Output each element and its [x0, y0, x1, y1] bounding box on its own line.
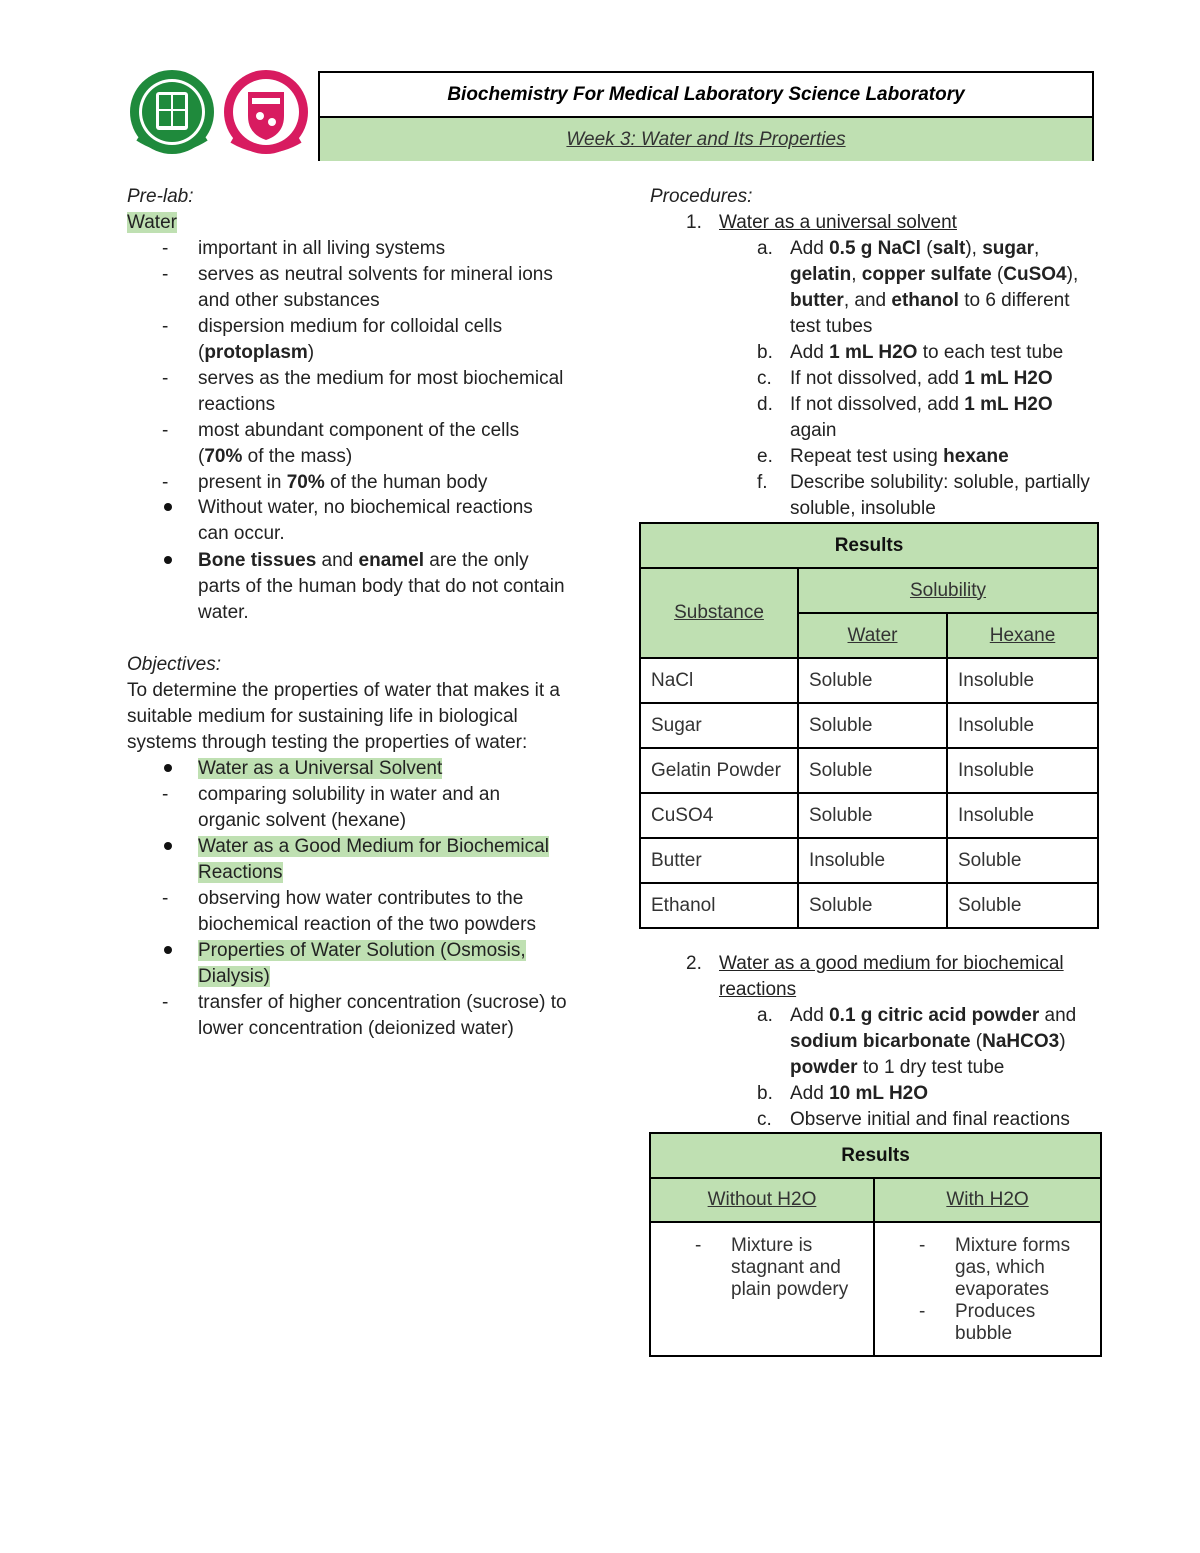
objective-3-cont: Dialysis) — [198, 966, 270, 987]
objective-sub: biochemical reaction of the two powders — [198, 914, 536, 935]
bullet-icon — [164, 842, 172, 850]
procedure-step-cont: soluble, insoluble — [790, 498, 936, 519]
table-row: Butter Insoluble Soluble — [640, 838, 1098, 883]
prelab-topic: Water — [127, 212, 177, 233]
pink-seal-logo — [222, 68, 310, 158]
procedure-2-title-cont: reactions — [719, 979, 797, 1000]
procedure-step: Repeat test using hexane — [790, 446, 1009, 467]
bullet-icon — [164, 556, 172, 564]
procedure-step-cont: sodium bicarbonate (NaHCO3) — [790, 1031, 1066, 1052]
col-with-h2o: With H2O — [874, 1178, 1101, 1222]
prelab-bullet-cont: parts of the human body that do not contain — [198, 576, 565, 597]
procedure-step-cont: gelatin, copper sulfate (CuSO4), — [790, 264, 1079, 285]
bullet-icon — [164, 764, 172, 772]
course-title: Biochemistry For Medical Laboratory Science Laboratory — [320, 73, 1092, 118]
prelab-bullet: Without water, no biochemical reactions — [198, 497, 533, 518]
procedure-step-cont: powder to 1 dry test tube — [790, 1057, 1005, 1078]
procedures-heading: Procedures: — [650, 186, 753, 207]
procedure-step: Add 10 mL H2O — [790, 1083, 929, 1104]
col-substance: Substance — [640, 568, 798, 658]
objective-2-cont: Reactions — [198, 862, 283, 883]
procedure-step-cont: again — [790, 420, 837, 441]
objectives-intro: suitable medium for sustaining life in biological — [127, 706, 518, 727]
bullet-icon — [164, 503, 172, 511]
objective-sub: transfer of higher concentration (sucrose) to — [198, 992, 567, 1013]
col-water: Water — [798, 613, 947, 658]
observation: Mixture forms — [955, 1235, 1071, 1256]
prelab-item: dispersion medium for colloidal cells — [198, 316, 503, 337]
prelab-bullet: Bone tissues and enamel are the only — [198, 550, 529, 571]
table-row: CuSO4 Soluble Insoluble — [640, 793, 1098, 838]
observation: Mixture is — [731, 1235, 813, 1256]
prelab-item: important in all living systems — [198, 238, 446, 259]
solubility-results-table — [639, 522, 1099, 929]
prelab-heading: Pre-lab: — [127, 186, 194, 207]
objectives-intro: systems through testing the properties of water: — [127, 732, 528, 753]
procedure-step: Describe solubility: soluble, partially — [790, 472, 1090, 493]
table-row: Gelatin Powder Soluble Insoluble — [640, 748, 1098, 793]
objectives-intro: To determine the properties of water that makes it a — [127, 680, 560, 701]
objective-sub: observing how water contributes to the — [198, 888, 524, 909]
procedure-step-cont: test tubes — [790, 316, 873, 337]
header-box — [318, 71, 1094, 161]
prelab-bullet-cont: water. — [198, 602, 249, 623]
prelab-bullet-cont: can occur. — [198, 523, 285, 544]
week-title: Week 3: Water and Its Properties — [320, 118, 1092, 161]
objective-sub: comparing solubility in water and an — [198, 784, 501, 805]
procedure-step: If not dissolved, add 1 mL H2O — [790, 368, 1053, 389]
observation-cont: evaporates — [955, 1279, 1050, 1300]
prelab-item-cont: and other substances — [198, 290, 380, 311]
table-row: Ethanol Soluble Soluble — [640, 883, 1098, 928]
procedure-1-title: Water as a universal solvent — [719, 212, 957, 233]
table-row: NaCl Soluble Insoluble — [640, 658, 1098, 703]
objective-sub: organic solvent (hexane) — [198, 810, 407, 831]
reaction-results-table — [649, 1132, 1102, 1357]
green-seal-logo — [128, 68, 216, 158]
procedure-step: Add 1 mL H2O to each test tube — [790, 342, 1064, 363]
objective-2: Water as a Good Medium for Biochemical — [198, 836, 549, 857]
table1-title: Results — [640, 523, 1098, 568]
objectives-heading: Objectives: — [127, 654, 221, 675]
prelab-item-cont: (protoplasm) — [198, 342, 315, 363]
objective-1: Water as a Universal Solvent — [198, 758, 443, 779]
procedure-step: Observe initial and final reactions — [790, 1109, 1070, 1130]
prelab-item: serves as the medium for most biochemical — [198, 368, 564, 389]
observation-cont: bubble — [955, 1323, 1013, 1344]
procedure-2-title: Water as a good medium for biochemical — [719, 953, 1064, 974]
table-row: - Mixture is stagnant and plain powdery - Mixture forms gas, which evaporates - Produces bubble — [650, 1222, 1101, 1356]
observation: Produces — [955, 1301, 1036, 1322]
observation-cont: gas, which — [955, 1257, 1045, 1278]
objective-sub: lower concentration (deionized water) — [198, 1018, 514, 1039]
prelab-item: most abundant component of the cells — [198, 420, 520, 441]
prelab-item-cont: (70% of the mass) — [198, 446, 353, 467]
col-solubility: Solubility — [798, 568, 1098, 613]
table-row: Sugar Soluble Insoluble — [640, 703, 1098, 748]
observation-cont: plain powdery — [731, 1279, 849, 1300]
procedure-step-cont: butter, and ethanol to 6 different — [790, 290, 1070, 311]
procedure-step: Add 0.5 g NaCl (salt), sugar, — [790, 238, 1040, 259]
objective-3: Properties of Water Solution (Osmosis, — [198, 940, 526, 961]
col-hexane: Hexane — [947, 613, 1098, 658]
observation-cont: stagnant and — [731, 1257, 841, 1278]
table2-title: Results — [650, 1133, 1101, 1178]
procedure-step: If not dissolved, add 1 mL H2O — [790, 394, 1053, 415]
prelab-item: present in 70% of the human body — [198, 472, 488, 493]
col-without-h2o: Without H2O — [650, 1178, 874, 1222]
procedure-step: Add 0.1 g citric acid powder and — [790, 1005, 1077, 1026]
prelab-item: serves as neutral solvents for mineral ions — [198, 264, 553, 285]
prelab-item-cont: reactions — [198, 394, 276, 415]
bullet-icon — [164, 946, 172, 954]
